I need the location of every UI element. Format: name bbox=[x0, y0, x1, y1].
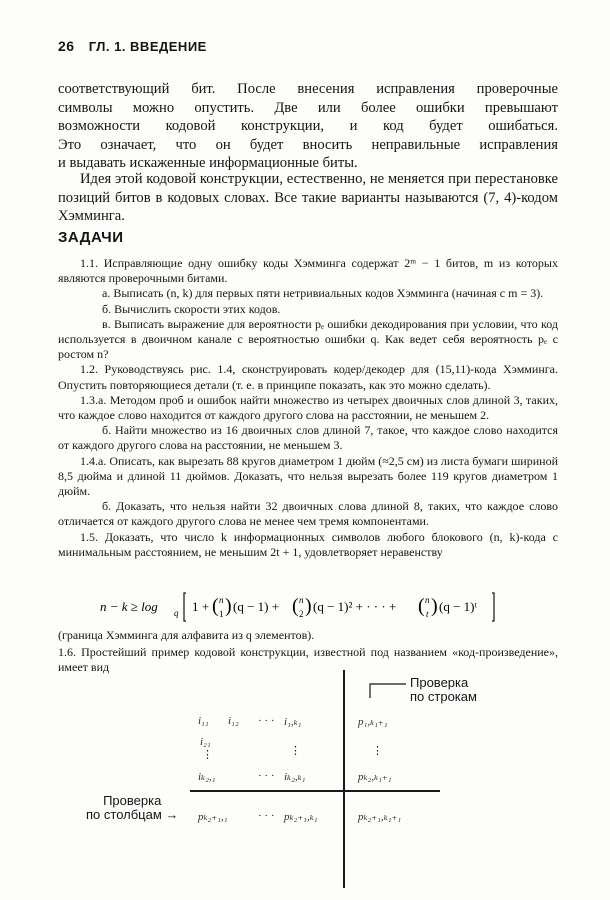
cell-ik21: iₖ₂,₁ bbox=[198, 771, 216, 783]
col-vdots: ⋮ bbox=[290, 745, 301, 757]
cell-i11: i₁₁ bbox=[198, 715, 209, 727]
task-item: 1.2. Руководствуясь рис. 1.4, сконструировать кодер/декодер для (15,11)-кода Хэмминга. Опустить повторяющиеся детали (т. е. в принципе показать, как это можно сделать). bbox=[58, 362, 558, 392]
col-check-label-line: по столбцам → bbox=[86, 807, 179, 822]
task-item: б. Доказать, что нельзя найти 32 двоичных слова длиной 8, таких, что каждое слово отличается от каждого другого слова не менее чем тремя компонентами. bbox=[58, 499, 558, 529]
product-code-diagram bbox=[0, 660, 610, 900]
binom-paren: ) bbox=[431, 595, 438, 617]
row-check-label bbox=[410, 676, 477, 704]
task-item: 1.4.а. Описать, как вырезать 88 кругов диаметром 1 дюйм (≈2,5 см) из листа бумаги шириной 8,5 дюйма и длиной 11 дюймов. Доказать, что нельзя вырезать более 119 кругов диаметром 1 дюйм. bbox=[58, 453, 558, 499]
task-item: 1.1. Исправляющие одну ошибку коды Хэмминга содержат 2ᵐ − 1 битов, m из которых являются проверочными битами. bbox=[58, 256, 558, 286]
binom-top: n bbox=[425, 595, 430, 605]
row-check-bracket bbox=[368, 678, 408, 700]
paragraph-2: Идея этой кодовой конструкции, естественно, не меняется при перестановке позиций битов в кодовых словах. Все такие варианты называются (7, 4)-кодом Хэмминга. bbox=[58, 171, 558, 225]
binom-top: n bbox=[219, 595, 224, 605]
horizontal-divider bbox=[190, 790, 440, 792]
paragraph-line: возможности кодовой конструкции, и код будет ошибаться. bbox=[58, 118, 558, 135]
paragraph-1 bbox=[58, 80, 558, 173]
formula-log-base: q bbox=[174, 608, 179, 618]
binom-paren: ( bbox=[292, 595, 299, 617]
paragraph-line: символы можно опустить. Две или более ошибки превышают bbox=[58, 99, 558, 116]
page-header bbox=[58, 38, 207, 54]
col-vdots: ⋮ bbox=[372, 745, 383, 757]
cell-i12: i₁₂ bbox=[228, 715, 239, 727]
tasks-list bbox=[58, 256, 558, 560]
task-item: 1.5. Доказать, что число k информационных символов любого блокового (n, k)-кода с минимальным расстоянием, не меньшим 2t + 1, удовлетворяет неравенству bbox=[58, 529, 558, 559]
row-ellipsis: · · · bbox=[258, 770, 275, 782]
tasks-heading: ЗАДАЧИ bbox=[58, 229, 124, 246]
binom-bottom: 2 bbox=[299, 609, 304, 619]
vertical-divider bbox=[343, 670, 345, 888]
cell-pb1: pₖ₂₊₁,₁ bbox=[198, 811, 228, 823]
chapter-title: ГЛ. 1. ВВЕДЕНИЕ bbox=[88, 39, 207, 54]
binom-paren: ( bbox=[212, 595, 219, 617]
binom-paren: ( bbox=[418, 595, 425, 617]
hamming-bound-formula bbox=[100, 589, 520, 623]
binom-paren: ) bbox=[225, 595, 232, 617]
formula-left-bracket bbox=[184, 593, 186, 621]
col-check-label bbox=[86, 794, 178, 822]
paragraph-line: Это означает, что он будет вносить неправильные исправления bbox=[58, 136, 558, 153]
formula-term: (q − 1)ᵗ bbox=[439, 599, 477, 614]
paragraph-line: соответствующий бит. После внесения исправления проверочные bbox=[58, 81, 558, 97]
formula-caption: (граница Хэмминга для алфавита из q элементов). bbox=[58, 628, 315, 642]
formula-term: 1 + bbox=[192, 599, 210, 614]
formula-term: (q − 1)² + · · · + bbox=[313, 599, 397, 614]
formula-lhs: n − k ≥ log bbox=[100, 599, 158, 614]
paragraph-line: и выдавать искаженные информационные биты. bbox=[58, 155, 358, 172]
row-ellipsis: · · · bbox=[258, 810, 275, 822]
row-check-label-line: по строкам bbox=[410, 689, 477, 704]
task-item: 1.3.а. Методом проб и ошибок найти множество из четырех двоичных слов длиной 3, таких, что каждое слово находится от каждого другого слова на расстоянии, не меньшем 2. bbox=[58, 392, 558, 423]
task-item: б. Найти множество из 16 двоичных слов длиной 7, такое, что каждое слово находится от каждого другого слова на расстоянии, не меньшем 3. bbox=[58, 423, 558, 453]
binom-top: n bbox=[299, 595, 304, 605]
task-item: в. Выписать выражение для вероятности pₑ ошибки декодирования при условии, что код используется в двоичном канале с вероятностью ошибки q. Как ведет себя вероятность pₑ с ростом n? bbox=[58, 316, 558, 362]
binom-bottom: t bbox=[426, 609, 429, 619]
col-check-label-line: Проверка bbox=[103, 793, 162, 808]
cell-ik2k1: iₖ₂,ₖ₁ bbox=[284, 771, 306, 783]
row-ellipsis: · · · bbox=[258, 715, 275, 727]
formula-right-bracket bbox=[492, 593, 494, 621]
col-vdots: ⋮ bbox=[202, 749, 213, 761]
task-item: 1.6. Простейший пример кодовой конструкции, известной под названием «код-произведение», имеет вид bbox=[58, 645, 558, 674]
cell-i21: i₂₁ bbox=[200, 736, 211, 748]
cell-pbk: pₖ₂₊₁,ₖ₁ bbox=[284, 811, 318, 823]
page-number: 26 bbox=[58, 38, 75, 54]
binom-bottom: 1 bbox=[219, 609, 224, 619]
cell-i1k1: i₁,ₖ₁ bbox=[284, 716, 302, 728]
task-item: а. Выписать (n, k) для первых пяти нетривиальных кодов Хэмминга (начиная с m = 3). bbox=[102, 286, 544, 301]
row-check-label-line: Проверка bbox=[410, 675, 469, 690]
cell-pk2: pₖ₂,ₖ₁₊₁ bbox=[358, 771, 392, 783]
cell-p1: p₁,ₖ₁₊₁ bbox=[358, 716, 388, 728]
binom-paren: ) bbox=[305, 595, 312, 617]
task-item: б. Вычислить скорости этих кодов. bbox=[102, 301, 281, 316]
formula-term: (q − 1) + bbox=[233, 599, 280, 614]
arrow-icon: → bbox=[165, 807, 179, 822]
cell-pbc: pₖ₂₊₁,ₖ₁₊₁ bbox=[358, 811, 402, 823]
